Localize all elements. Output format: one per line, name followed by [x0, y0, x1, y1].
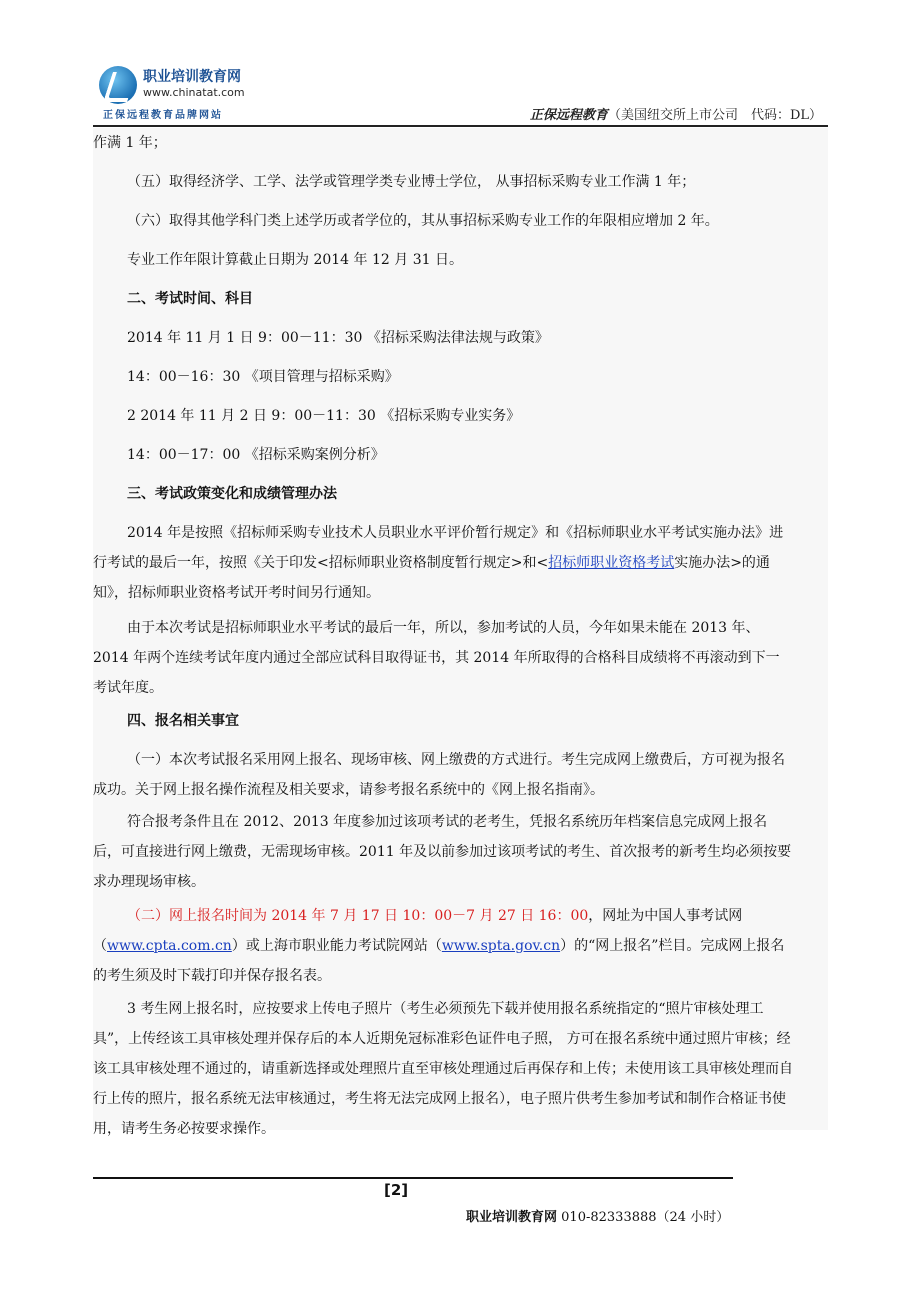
logo-icon [99, 66, 137, 104]
footer-site-name: 职业培训教育网 [466, 1210, 558, 1225]
policy-text-b: 实施办法>的通知》，招标师职业资格考试开考时间另行通知。 [93, 555, 770, 601]
exam-policy-link[interactable]: 招标师职业资格考试 [548, 555, 675, 571]
paragraph-score-policy: 由于本次考试是招标师职业水平考试的最后一年，所以，参加考试的人员，今年如果未能在 2013 年、2014 年两个连续考试年度内通过全部应试科目取得证书，其 2014 年所取得的合格科目成绩将不再滚动到下一考试年度。 [93, 620, 780, 696]
logo-url: www.chinatat.com [143, 86, 245, 99]
footer-contact [466, 1206, 729, 1225]
registration-text-a: ，网址为中国人事考试网（ [93, 908, 743, 954]
schedule-line-4: 14：00－17：00 《招标采购案例分析》 [127, 447, 385, 463]
brand-note: （美国纽交所上市公司 代码：DL） [607, 108, 822, 123]
paragraph-registration-method: （一）本次考试报名采用网上报名、现场审核、网上缴费的方式进行。考生完成网上缴费后，方可视为报名成功。关于网上报名操作流程及相关要求，请参考报名系统中的《网上报名指南》。 [93, 752, 785, 798]
brand-line [530, 104, 822, 123]
registration-time: 网上报名时间为 2014 年 7 月 17 日 10：00－7 月 27 日 16：00 [169, 908, 589, 924]
policy-text-a: 2014 年是按照《招标师采购专业技术人员职业水平评价暂行规定》和《招标师职业水平考试实施办法》进行考试的最后一年，按照《关于印发<招标师职业资格制度暂行规定>和< [93, 525, 784, 571]
page-header [93, 60, 828, 128]
logo-name: 职业培训教育网 [143, 69, 241, 85]
cpta-link[interactable]: www.cpta.com.cn [107, 938, 232, 954]
registration-text-b: ）或上海市职业能力考试院网站（ [231, 938, 442, 954]
paragraph-registration-time [93, 901, 793, 991]
section-heading-4: 四、报名相关事宜 [127, 713, 239, 729]
schedule-line-2: 14：00－16：30 《项目管理与招标采购》 [127, 369, 399, 385]
paragraph-item-5: （五）取得经济学、工学、法学或管理学类专业博士学位， 从事招标采购专业工作满 1 年； [127, 174, 696, 190]
page-number: [2] [384, 1181, 409, 1199]
header-divider [93, 125, 828, 127]
schedule-line-3: 2 2014 年 11 月 2 日 9：00－11：30 《招标采购专业实务》 [127, 408, 521, 424]
paragraph-old-candidates: 符合报考条件且在 2012、2013 年度参加过该项考试的老考生，凭报名系统历年档案信息完成网上报名后，可直接进行网上缴费，无需现场审核。2011 年及以前参加过该项考试的考生、首次报考的新考生均必须按要求办理现场审核。 [93, 814, 792, 890]
paragraph-cutoff-date: 专业工作年限计算截止日期为 2014 年 12 月 31 日。 [127, 252, 463, 268]
footer-phone: 010-82333888（24 小时） [557, 1210, 730, 1225]
footer-divider [93, 1177, 733, 1179]
section-heading-2: 二、考试时间、科目 [127, 291, 253, 307]
spta-link[interactable]: www.spta.gov.cn [441, 938, 561, 954]
site-logo[interactable] [99, 64, 339, 124]
document-body [93, 128, 828, 1137]
paragraph-continuation: 作满 1 年； [93, 135, 167, 151]
registration-prefix: （二） [127, 908, 169, 924]
logo-slogan: 正保远程教育品牌网站 [103, 110, 223, 121]
schedule-line-1: 2014 年 11 月 1 日 9：00－11：30 《招标采购法律法规与政策》 [127, 330, 549, 346]
registration-text-c: ）的“网上报名”栏目。完成网上报名的考生须及时下载打印并保存报名表。 [93, 938, 785, 984]
paragraph-photo-upload: 3 考生网上报名时，应按要求上传电子照片（考生必须预先下载并使用报名系统指定的“照片审核处理工具”，上传经该工具审核处理并保存后的本人近期免冠标准彩色证件电子照， 方可在报名系统中通过照片审核；经该工具审核处理不通过的，请重新选择或处理照片直至审核处理通过后再保存和上传；未使用该工具审核处理而自行上传的照片，报名系统无法审核通过，考生将无法完成网上报名），电子照片供考生参加考试和制作合格证书使用，请考生务必按要求操作。 [93, 1001, 793, 1137]
brand-name: 正保远程教育 [529, 108, 608, 123]
paragraph-item-6: （六）取得其他学科门类上述学历或者学位的，其从事招标采购专业工作的年限相应增加 2 年。 [127, 213, 719, 229]
section-heading-3: 三、考试政策变化和成绩管理办法 [127, 486, 337, 502]
paragraph-policy [93, 518, 793, 608]
